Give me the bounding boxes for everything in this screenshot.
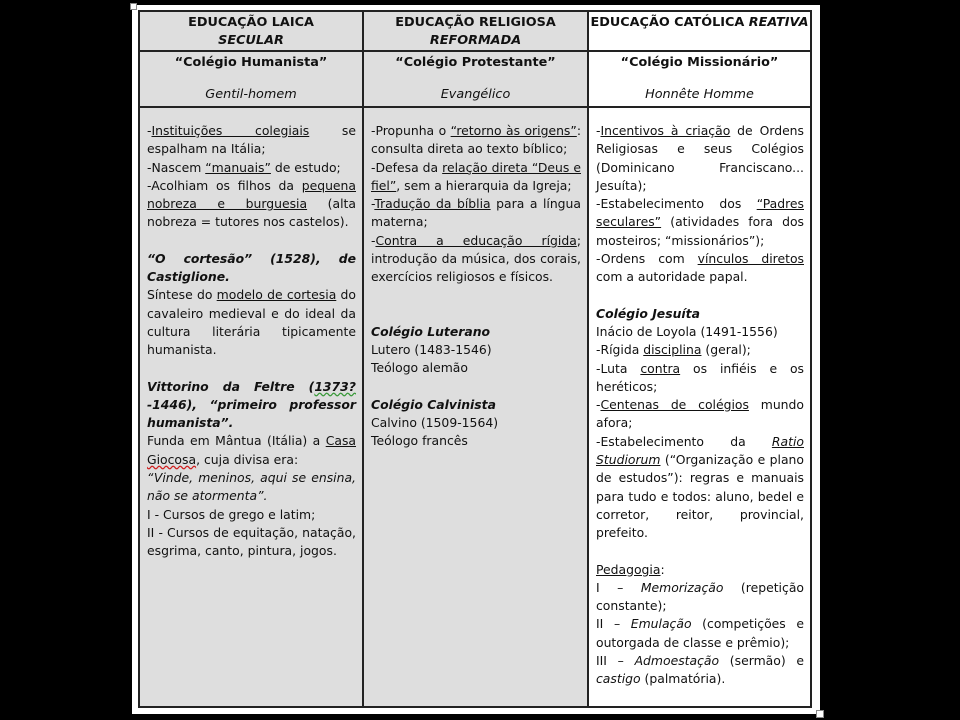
paragraph: -Centenas de colégios mundo afora;	[596, 397, 804, 431]
college-cell-missionario	[589, 52, 810, 108]
header-subtitle: REFORMADA	[429, 33, 522, 48]
body-cell-religiosa	[364, 108, 589, 706]
paragraph: Síntese do modelo de cortesia do cavaleiro medieval e do ideal da cultura literária tipicamente humanista.	[147, 287, 356, 358]
paragraph: Teólogo francês	[371, 433, 468, 449]
college-name: “Colégio Missionário”	[620, 55, 779, 70]
body-cell-laica	[140, 108, 364, 706]
header-title-text: EDUCAÇÃO CATÓLICA	[590, 15, 749, 30]
list-item: III – Admoestação (sermão) e castigo (palmatória).	[596, 653, 804, 687]
college-name: “Colégio Protestante”	[395, 55, 556, 70]
section-title: Pedagogia:	[596, 561, 665, 577]
paragraph: -Nascem “manuais” de estudo;	[147, 159, 341, 175]
list-item: I – Memorização (repetição constante);	[596, 579, 804, 614]
paragraph: -Ordens com vínculos diretos com a autoridade papal.	[596, 251, 804, 285]
slide-page	[132, 5, 820, 714]
paragraph: Calvino (1509-1564)	[371, 414, 499, 430]
body-cell-catolica	[589, 108, 810, 706]
paragraph: -Tradução da bíblia para a língua materna;	[371, 196, 581, 230]
header-title	[589, 14, 810, 32]
paragraph: -Estabelecimento dos “Padres seculares” (atividades fora dos mosteiros; “missionários”);	[596, 196, 804, 248]
table-move-handle[interactable]	[130, 3, 137, 10]
paragraph: -Rígida disciplina (geral);	[596, 342, 751, 358]
paragraph: -Instituições colegiais se espalham na Itália;	[147, 123, 356, 157]
header-title: EDUCAÇÃO LAICA	[188, 15, 314, 30]
list-item: II – Emulação (competições e outorgada de classe e prêmio);	[596, 616, 804, 650]
paragraph: -Propunha o “retorno às origens”: consulta direta ao texto bíblico;	[371, 123, 581, 157]
paragraph: -Defesa da relação direta “Deus e fiel”, sem a hierarquia da Igreja;	[371, 159, 581, 193]
paragraph: -Contra a educação rígida; introdução da música, dos corais, exercícios religiosos e físicos.	[371, 232, 581, 285]
section-title: Colégio Calvinista	[371, 396, 496, 412]
header-subtitle: SECULAR	[218, 33, 284, 48]
paragraph: Inácio de Loyola (1491-1556)	[596, 323, 778, 339]
college-type: Honnête Homme	[645, 87, 754, 102]
paragraph: Teólogo alemão	[371, 360, 468, 376]
header-cell-religiosa	[364, 12, 589, 52]
header-title-italic: REATIVA	[748, 15, 809, 30]
list-item: I - Cursos de grego e latim;	[147, 506, 316, 522]
college-cell-protestante	[364, 52, 589, 108]
header-cell-catolica	[589, 12, 810, 52]
paragraph: Lutero (1483-1546)	[371, 341, 492, 357]
paragraph: Funda em Mântua (Itália) a Casa Giocosa, cuja divisa era:	[147, 433, 356, 467]
paragraph: -Incentivos à criação de Ordens Religiosas e seus Colégios (Dominicano Franciscano... Jesuíta);	[596, 123, 804, 193]
header-title: EDUCAÇÃO RELIGIOSA	[395, 15, 556, 30]
table-resize-handle[interactable]	[816, 710, 824, 718]
paragraph: -Estabelecimento da Ratio Studiorum (“Organização e plano de estudos”): regras e manuais para tudo e todos: aluno, bedel e corretor, reitor, provincial, prefeito.	[596, 433, 804, 541]
college-type: Gentil-homem	[205, 87, 297, 102]
college-cell-humanista	[140, 52, 364, 108]
section-title: Colégio Luterano	[371, 323, 491, 339]
college-type: Evangélico	[440, 87, 511, 102]
list-item: II - Cursos de equitação, natação, esgrima, canto, pintura, jogos.	[147, 524, 356, 559]
college-name: “Colégio Humanista”	[174, 55, 328, 70]
paragraph: -Acolhiam os filhos da pequena nobreza e burguesia (alta nobreza = tutores nos castelos).	[147, 177, 356, 230]
section-title: “O cortesão” (1528), de Castiglione.	[147, 250, 356, 285]
paragraph: -Luta contra os infiéis e os heréticos;	[596, 360, 804, 394]
section-title: Colégio Jesuíta	[596, 305, 700, 321]
quote: “Vinde, meninos, aqui se ensina, não se atormenta”.	[147, 470, 356, 504]
section-title: Vittorino da Feltre (1373?-1446), “primeiro professor humanista”.	[147, 378, 356, 431]
comparison-table	[138, 10, 812, 708]
header-cell-laica	[140, 12, 364, 52]
